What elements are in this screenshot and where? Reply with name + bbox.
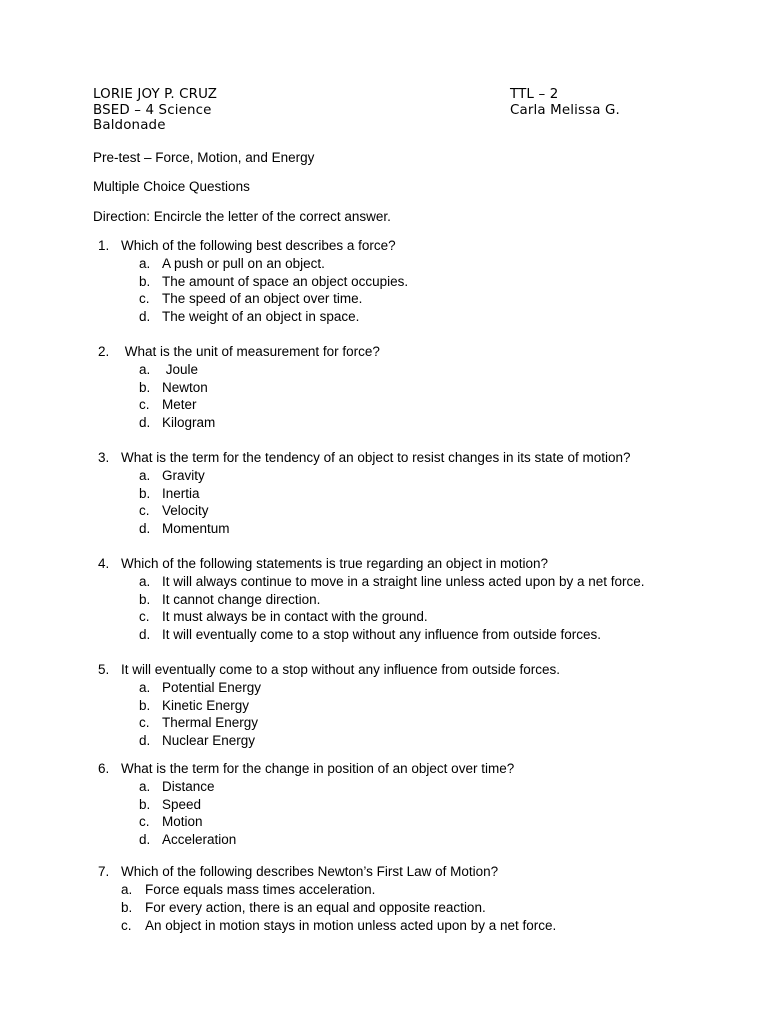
option-letter: b.: [139, 796, 151, 812]
instructor-info: [510, 87, 620, 118]
test-title: Pre-test – Force, Motion, and Energy: [93, 150, 315, 165]
option-letter: c.: [139, 291, 150, 306]
question-text: What is the term for the tendency of an object to resist changes in its state of motion?: [121, 450, 631, 465]
option-letter: d.: [139, 520, 151, 536]
question-number: 6.: [98, 761, 110, 776]
instructor-name: Carla Melissa G.: [510, 102, 620, 118]
option-text: Velocity: [162, 503, 209, 518]
option-letter: d.: [139, 626, 151, 642]
option-letter: d.: [139, 831, 151, 847]
option-text: It cannot change direction.: [162, 591, 321, 607]
section-heading: Multiple Choice Questions: [93, 179, 250, 194]
option-letter: b.: [121, 900, 133, 915]
option-text: It must always be in contact with the ground.: [162, 609, 428, 624]
direction-text: Direction: Encircle the letter of the correct answer.: [93, 209, 391, 224]
option-letter: b.: [139, 485, 151, 501]
question-number: 5.: [98, 662, 110, 677]
option-text: The amount of space an object occupies.: [162, 273, 409, 289]
option-text: Joule: [162, 362, 199, 377]
option-letter: c.: [139, 715, 150, 730]
question-number: 2.: [98, 344, 110, 359]
option-letter: d.: [139, 732, 151, 748]
option-letter: a.: [139, 256, 151, 271]
option-letter: b.: [139, 591, 151, 607]
option-letter: b.: [139, 697, 151, 713]
option-text: Kinetic Energy: [162, 697, 250, 713]
option-text: It will eventually come to a stop without any influence from outside forces.: [162, 626, 601, 642]
option-text: Kilogram: [162, 414, 216, 430]
option-text: Distance: [162, 779, 215, 794]
option-letter: a.: [139, 779, 151, 794]
option-letter: c.: [139, 814, 150, 829]
option-text: For every action, there is an equal and opposite reaction.: [145, 900, 486, 915]
question-text: Which of the following describes Newton’s First Law of Motion?: [121, 864, 499, 879]
option-text: Meter: [162, 397, 197, 412]
question-text: Which of the following best describes a force?: [121, 238, 396, 253]
question-number: 3.: [98, 450, 110, 465]
student-course: BSED – 4 Science: [93, 102, 212, 118]
option-letter: c.: [139, 397, 150, 412]
option-text: Force equals mass times acceleration.: [145, 882, 376, 897]
student-info: [93, 87, 217, 134]
question-text: What is the term for the change in position of an object over time?: [121, 761, 515, 776]
option-text: An object in motion stays in motion unless acted upon by a net force.: [145, 918, 557, 933]
option-letter: c.: [121, 918, 132, 933]
option-text: Newton: [162, 379, 208, 395]
option-letter: d.: [139, 414, 151, 430]
question-number: 4.: [98, 556, 110, 571]
option-text: A push or pull on an object.: [162, 256, 325, 271]
option-text: It will always continue to move in a straight line unless acted upon by a net force.: [162, 574, 645, 589]
option-letter: b.: [139, 379, 151, 395]
question-text: Which of the following statements is true regarding an object in motion?: [121, 556, 548, 571]
option-letter: a.: [139, 362, 151, 377]
option-letter: a.: [139, 680, 151, 695]
question-text: It will eventually come to a stop without any influence from outside forces.: [121, 662, 560, 677]
option-letter: a.: [139, 574, 151, 589]
option-letter: a.: [139, 468, 151, 483]
option-letter: a.: [121, 882, 133, 897]
question-number: 1.: [98, 238, 110, 253]
option-text: The speed of an object over time.: [162, 291, 363, 306]
section-code: TTL – 2: [510, 87, 559, 102]
option-text: Motion: [162, 814, 203, 829]
option-letter: b.: [139, 273, 151, 289]
option-letter: c.: [139, 609, 150, 624]
option-text: The weight of an object in space.: [162, 308, 360, 324]
option-text: Gravity: [162, 468, 205, 483]
option-text: Momentum: [162, 520, 230, 536]
option-text: Speed: [162, 796, 202, 812]
option-letter: d.: [139, 308, 151, 324]
student-name: LORIE JOY P. CRUZ: [93, 87, 218, 102]
question-text: What is the unit of measurement for force?: [121, 344, 380, 359]
option-text: Acceleration: [162, 831, 237, 847]
option-text: Potential Energy: [162, 680, 262, 695]
option-letter: c.: [139, 503, 150, 518]
option-text: Thermal Energy: [162, 715, 259, 730]
option-text: Inertia: [162, 485, 200, 501]
option-text: Nuclear Energy: [162, 732, 256, 748]
question-number: 7.: [98, 864, 110, 879]
instructor-surname: Baldonade: [93, 118, 166, 133]
